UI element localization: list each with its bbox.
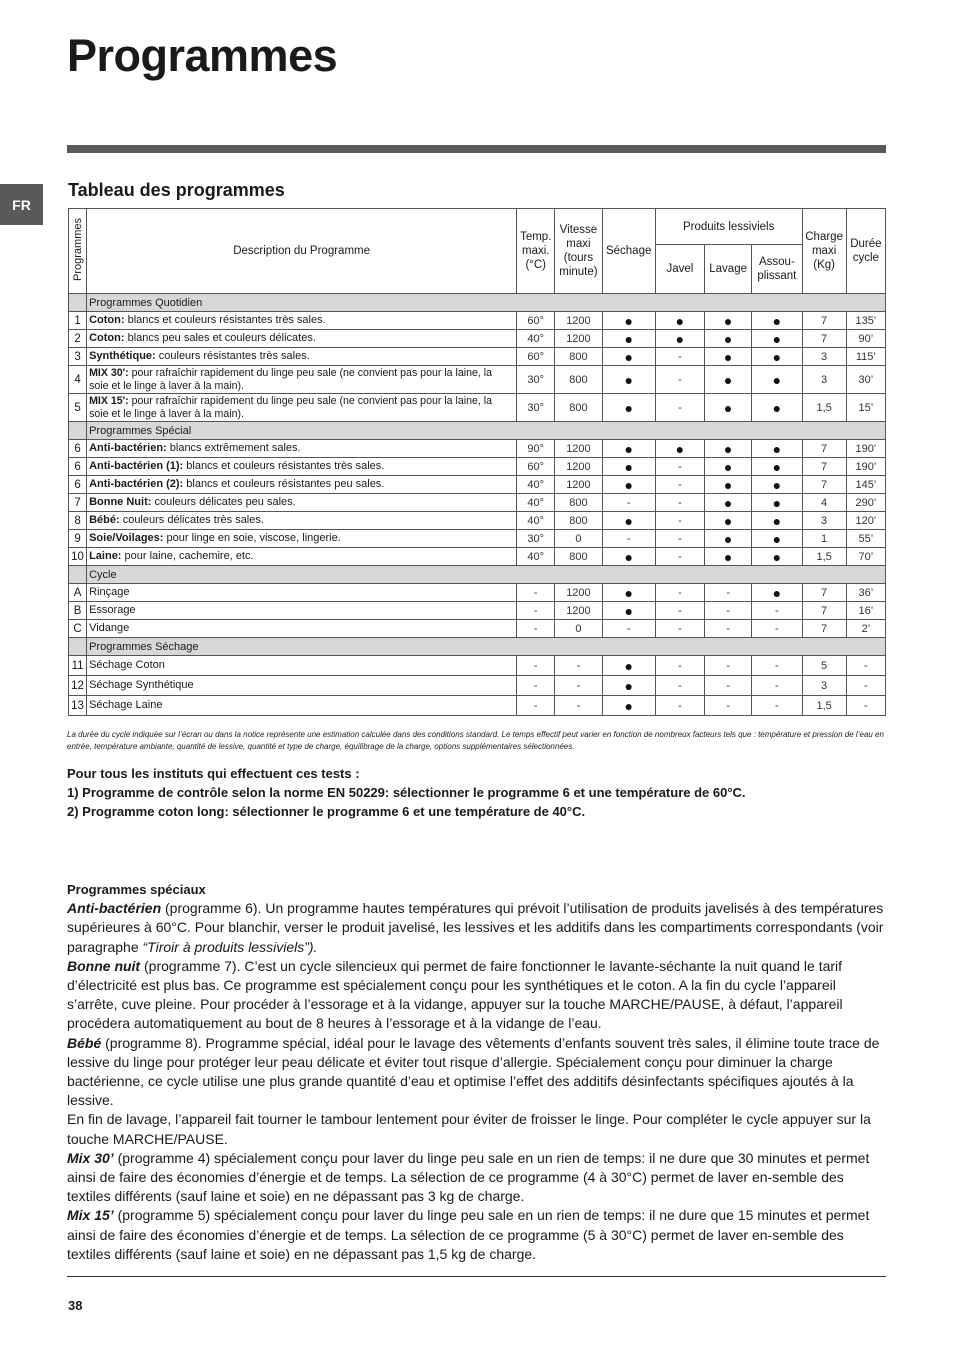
cell-assou: - — [752, 696, 802, 716]
special-heading: Programmes spéciaux — [67, 882, 206, 897]
programme-row — [69, 330, 886, 348]
cell-charge: 7 — [802, 476, 846, 494]
programme-number: 3 — [69, 348, 87, 366]
programme-row — [69, 512, 886, 530]
programme-row — [69, 602, 886, 620]
cell-javel: ● — [655, 440, 704, 458]
programme-description — [87, 348, 517, 366]
cell-dry: ● — [602, 548, 655, 566]
programme-text: pour rafraîchir rapidement du linge peu sale (ne convient pas pour la laine, la soie et le linge à laver à la main). — [89, 366, 493, 392]
cell-duree: 55’ — [846, 530, 885, 548]
programme-number: A — [69, 584, 87, 602]
cell-temp: 30° — [517, 366, 555, 394]
group-header-row — [69, 294, 886, 312]
cell-speed: 800 — [555, 348, 602, 366]
cell-speed: 800 — [555, 548, 602, 566]
cell-speed: 800 — [555, 512, 602, 530]
programme-row — [69, 476, 886, 494]
cell-dry: ● — [602, 348, 655, 366]
cell-lavage: ● — [705, 348, 752, 366]
paragraph-text: (programme 8). Programme spécial, idéal pour le lavage des vêtements d’enfants souvent très sales, il élimine toute trace de lessive du linge pour protéger leur peau délicate et éviter tout risque d’allergie. Spécialement conçu pour diminuer la charge bactérienne, ce cycle utilise une plus grande quantité d’eau et optimise l’effet des additifs désinfectants spécifiques ajoutés à la lessive. — [67, 1034, 880, 1109]
cell-dry: ● — [602, 676, 655, 696]
cell-lavage: - — [705, 602, 752, 620]
cell-lavage: - — [705, 676, 752, 696]
cell-temp: 40° — [517, 494, 555, 512]
header-description: Description du Programme — [87, 209, 517, 294]
cell-charge: 5 — [802, 656, 846, 676]
programme-row — [69, 676, 886, 696]
header-speed: Vitesse maxi (tours minute) — [555, 209, 602, 294]
programme-name: MIX 30': — [89, 366, 129, 379]
cell-temp: 40° — [517, 330, 555, 348]
cell-assou: - — [752, 676, 802, 696]
test-line: 1) Programme de contrôle selon la norme EN 50229: sélectionner le programme 6 et une température de 60°C. — [67, 785, 746, 800]
cell-duree: 190’ — [846, 458, 885, 476]
programme-description — [87, 476, 517, 494]
group-header-row — [69, 566, 886, 584]
header-javel: Javel — [655, 245, 704, 294]
programme-number: 6 — [69, 476, 87, 494]
cell-speed: 1200 — [555, 476, 602, 494]
programme-text: blancs et couleurs résistantes peu sales. — [183, 478, 385, 490]
programme-text: couleurs délicates très sales. — [119, 514, 264, 526]
cell-javel: - — [655, 366, 704, 394]
programme-description — [87, 494, 517, 512]
group-header-row — [69, 638, 886, 656]
group-header-row — [69, 422, 886, 440]
programme-number: C — [69, 620, 87, 638]
programme-description — [87, 440, 517, 458]
cell-charge: 4 — [802, 494, 846, 512]
programme-text: couleurs résistantes très sales. — [155, 350, 310, 362]
programme-description — [87, 394, 517, 422]
programme-name: Anti-bactérien (1): — [89, 460, 184, 472]
programme-text: pour laine, cachemire, etc. — [121, 550, 254, 562]
cell-dry: ● — [602, 602, 655, 620]
cell-dry: ● — [602, 330, 655, 348]
cell-charge: 1,5 — [802, 548, 846, 566]
cell-charge: 7 — [802, 312, 846, 330]
header-charge: Charge maxi (Kg) — [802, 209, 846, 294]
cell-lavage: ● — [705, 494, 752, 512]
paragraph-bebe — [67, 1034, 886, 1111]
programme-description — [87, 312, 517, 330]
cell-dry: ● — [602, 440, 655, 458]
programme-number: 11 — [69, 656, 87, 676]
programme-row — [69, 312, 886, 330]
programme-text: blancs et couleurs résistantes très sales. — [124, 314, 326, 326]
cell-assou: ● — [752, 512, 802, 530]
programme-description — [87, 584, 517, 602]
cell-lavage: - — [705, 584, 752, 602]
paragraph-mix-30 — [67, 1149, 886, 1207]
page-title: Programmes — [67, 30, 338, 81]
programme-name: Synthétique: — [89, 350, 156, 362]
programme-text: Vidange — [89, 622, 130, 634]
programme-name: Anti-bactérien: — [89, 442, 167, 454]
cell-assou: ● — [752, 458, 802, 476]
cell-assou: ● — [752, 330, 802, 348]
programme-name: Coton: — [89, 314, 125, 326]
programme-row — [69, 366, 886, 394]
paragraph-text: (programme 6). Un programme hautes températures qui prévoit l’utilisation de produits javelisés à des températures supérieures à 60°C. Pour blanchir, verser le produit javelisé, les lessives et les additifs dans les compartiments correspondants (voir paragraphe — [67, 900, 884, 955]
group-spacer — [69, 638, 87, 656]
cell-lavage: - — [705, 696, 752, 716]
cell-temp: - — [517, 620, 555, 638]
cell-dry: - — [602, 530, 655, 548]
cell-lavage: ● — [705, 530, 752, 548]
cell-lavage: ● — [705, 312, 752, 330]
cell-assou: ● — [752, 476, 802, 494]
paragraph-bonne-nuit — [67, 957, 886, 1034]
cell-duree: 90’ — [846, 330, 885, 348]
programme-description — [87, 512, 517, 530]
cell-dry: ● — [602, 366, 655, 394]
cell-speed: 1200 — [555, 330, 602, 348]
programme-row — [69, 656, 886, 676]
group-spacer — [69, 566, 87, 584]
cell-speed: 800 — [555, 494, 602, 512]
programme-number: 1 — [69, 312, 87, 330]
cell-lavage: ● — [705, 440, 752, 458]
header-products: Produits lessiviels — [655, 209, 802, 245]
cell-temp: 60° — [517, 348, 555, 366]
programme-text: Séchage Laine — [89, 699, 163, 711]
cell-duree: 145’ — [846, 476, 885, 494]
programme-description — [87, 530, 517, 548]
cell-charge: 7 — [802, 440, 846, 458]
cell-speed: 0 — [555, 620, 602, 638]
paragraph-text: (programme 4) spécialement conçu pour laver du linge peu sale en un rien de temps: il ne dure que 30 minutes et permet ainsi de faire des économies d’énergie et de temps. La sélection de ce programme (4 à 30°C) permet de laver en-semble des textiles différents (sauf laine et soie) en ne dépassant pas 3 kg de charge. — [67, 1149, 870, 1205]
cell-javel: - — [655, 584, 704, 602]
cell-dry: ● — [602, 696, 655, 716]
group-label: Programmes Quotidien — [87, 294, 886, 312]
header-temperature: Temp. maxi. (°C) — [517, 209, 555, 294]
program-name: Mix 15’ — [67, 1207, 114, 1224]
programme-text: Rinçage — [89, 586, 130, 598]
programme-text: blancs extrêmement sales. — [166, 442, 301, 454]
programmes-table — [68, 208, 886, 716]
cell-javel: - — [655, 656, 704, 676]
programme-description — [87, 602, 517, 620]
programme-text: Séchage Synthétique — [89, 679, 194, 691]
programme-number: B — [69, 602, 87, 620]
programme-row — [69, 440, 886, 458]
programme-row — [69, 548, 886, 566]
cell-charge: 7 — [802, 584, 846, 602]
cell-temp: 40° — [517, 512, 555, 530]
cell-temp: 40° — [517, 476, 555, 494]
title-divider-bar — [67, 145, 886, 153]
cell-temp: - — [517, 696, 555, 716]
cell-speed: 1200 — [555, 312, 602, 330]
cell-charge: 1,5 — [802, 394, 846, 422]
cell-javel: - — [655, 458, 704, 476]
program-name: Mix 30’ — [67, 1149, 114, 1166]
cell-speed: - — [555, 696, 602, 716]
cell-lavage: ● — [705, 366, 752, 394]
programme-number: 12 — [69, 676, 87, 696]
header-lavage: Lavage — [705, 245, 752, 294]
cell-assou: ● — [752, 366, 802, 394]
cell-assou: ● — [752, 312, 802, 330]
programme-description — [87, 458, 517, 476]
cell-assou: ● — [752, 548, 802, 566]
cell-speed: 800 — [555, 366, 602, 394]
special-programmes-section — [67, 880, 886, 1264]
cell-dry: ● — [602, 512, 655, 530]
cell-assou: ● — [752, 584, 802, 602]
programme-number: 6 — [69, 458, 87, 476]
cell-duree: 15’ — [846, 394, 885, 422]
paragraph-fin-lavage: En fin de lavage, l’appareil fait tourner le tambour lentement pour éviter de froisser le linge. Pour compléter le cycle appuyer sur la touche MARCHE/PAUSE. — [67, 1111, 871, 1147]
language-tab: FR — [0, 184, 43, 225]
cell-assou: ● — [752, 494, 802, 512]
cell-lavage: ● — [705, 512, 752, 530]
cell-speed: 1200 — [555, 584, 602, 602]
cell-temp: - — [517, 676, 555, 696]
programme-row — [69, 494, 886, 512]
programme-description — [87, 696, 517, 716]
programme-description — [87, 620, 517, 638]
group-label: Programmes Séchage — [87, 638, 886, 656]
paragraph-anti-bacterien — [67, 899, 886, 957]
cell-temp: - — [517, 602, 555, 620]
paragraph-reference: “Tiroir à produits lessiviels”). — [142, 938, 318, 955]
cell-lavage: ● — [705, 476, 752, 494]
group-spacer — [69, 422, 87, 440]
cell-javel: - — [655, 548, 704, 566]
cell-temp: 40° — [517, 548, 555, 566]
programme-row — [69, 584, 886, 602]
programme-row — [69, 620, 886, 638]
cell-javel: - — [655, 602, 704, 620]
cell-temp: 60° — [517, 458, 555, 476]
programme-name: MIX 15': — [89, 394, 129, 407]
cell-speed: 1200 — [555, 458, 602, 476]
cell-duree: 16’ — [846, 602, 885, 620]
cell-javel: - — [655, 476, 704, 494]
programme-name: Anti-bactérien (2): — [89, 478, 184, 490]
cell-javel: - — [655, 348, 704, 366]
cell-lavage: ● — [705, 458, 752, 476]
test-line: 2) Programme coton long: sélectionner le programme 6 et une température de 40°C. — [67, 804, 586, 819]
header-programmes: Programmes — [69, 209, 87, 294]
programme-number: 10 — [69, 548, 87, 566]
programme-name: Bonne Nuit: — [89, 496, 152, 508]
cell-speed: - — [555, 656, 602, 676]
cell-charge: 3 — [802, 676, 846, 696]
programme-description — [87, 548, 517, 566]
cell-temp: - — [517, 656, 555, 676]
cell-lavage: ● — [705, 330, 752, 348]
programme-name: Bébé: — [89, 514, 120, 526]
programme-row — [69, 348, 886, 366]
cell-javel: - — [655, 676, 704, 696]
programme-number: 9 — [69, 530, 87, 548]
program-name: Bonne nuit — [67, 957, 141, 974]
cell-duree: 290’ — [846, 494, 885, 512]
programme-text: pour linge en soie, viscose, lingerie. — [163, 532, 341, 544]
cell-temp: 30° — [517, 530, 555, 548]
header-drying: Séchage — [602, 209, 655, 294]
cell-duree: 2’ — [846, 620, 885, 638]
footer-divider — [67, 1276, 886, 1277]
cell-duree: 115’ — [846, 348, 885, 366]
cell-charge: 1 — [802, 530, 846, 548]
program-name: Bébé — [67, 1034, 102, 1051]
cell-charge: 7 — [802, 458, 846, 476]
cell-javel: ● — [655, 330, 704, 348]
cell-temp: 60° — [517, 312, 555, 330]
programme-description — [87, 656, 517, 676]
cell-dry: ● — [602, 312, 655, 330]
table-title: Tableau des programmes — [68, 180, 285, 200]
cell-javel: ● — [655, 312, 704, 330]
cell-duree: 135’ — [846, 312, 885, 330]
programme-number: 6 — [69, 440, 87, 458]
paragraph-text: (programme 5) spécialement conçu pour laver du linge peu sale en un rien de temps: il ne dure que 15 minutes et permet ainsi de faire des économies d’énergie et de temps. La sélection de ce programme (5 à 30°C) permet de laver en-semble des textiles différents (sauf laine et soie) en ne dépassant pas 1,5 kg de charge. — [67, 1207, 870, 1262]
cell-dry: ● — [602, 458, 655, 476]
cell-duree: - — [846, 656, 885, 676]
programme-row — [69, 394, 886, 422]
cell-dry: ● — [602, 394, 655, 422]
cell-charge: 3 — [802, 348, 846, 366]
cell-speed: 1200 — [555, 602, 602, 620]
cell-speed: 1200 — [555, 440, 602, 458]
header-duration: Durée cycle — [846, 209, 885, 294]
cell-dry: ● — [602, 656, 655, 676]
programme-text: blancs et couleurs résistantes très sales. — [183, 460, 385, 472]
cell-assou: ● — [752, 394, 802, 422]
cell-duree: 36’ — [846, 584, 885, 602]
program-name: Anti-bactérien — [67, 900, 162, 917]
programme-name: Soie/Voilages: — [89, 532, 164, 544]
cell-javel: - — [655, 530, 704, 548]
cell-assou: ● — [752, 440, 802, 458]
cell-javel: - — [655, 620, 704, 638]
cell-speed: 800 — [555, 394, 602, 422]
programme-row — [69, 458, 886, 476]
cell-temp: - — [517, 584, 555, 602]
cell-temp: 90° — [517, 440, 555, 458]
programme-row — [69, 530, 886, 548]
programme-number: 5 — [69, 394, 87, 422]
cell-charge: 1,5 — [802, 696, 846, 716]
programme-number: 4 — [69, 366, 87, 394]
programme-description — [87, 330, 517, 348]
cell-duree: 120’ — [846, 512, 885, 530]
cell-dry: - — [602, 620, 655, 638]
programme-text: blancs peu sales et couleurs délicates. — [124, 332, 316, 344]
programme-number: 2 — [69, 330, 87, 348]
cell-duree: - — [846, 676, 885, 696]
cell-charge: 7 — [802, 330, 846, 348]
cell-javel: - — [655, 394, 704, 422]
cell-duree: 30’ — [846, 366, 885, 394]
cell-duree: 70’ — [846, 548, 885, 566]
group-label: Programmes Spécial — [87, 422, 886, 440]
cell-charge: 7 — [802, 620, 846, 638]
cell-charge: 3 — [802, 512, 846, 530]
cell-speed: - — [555, 676, 602, 696]
page-number: 38 — [68, 1298, 83, 1313]
programme-text: pour rafraîchir rapidement du linge peu sale (ne convient pas pour la laine, la soie et le linge à laver à la main). — [89, 394, 493, 420]
cell-lavage: ● — [705, 548, 752, 566]
programme-description — [87, 366, 517, 394]
cell-assou: ● — [752, 530, 802, 548]
programme-number: 8 — [69, 512, 87, 530]
programme-text: Séchage Coton — [89, 659, 165, 671]
programme-number: 13 — [69, 696, 87, 716]
cell-duree: - — [846, 696, 885, 716]
paragraph-mix-15 — [67, 1206, 886, 1264]
cell-assou: - — [752, 656, 802, 676]
cell-temp: 30° — [517, 394, 555, 422]
cell-dry: ● — [602, 584, 655, 602]
cell-lavage: - — [705, 656, 752, 676]
cell-speed: 0 — [555, 530, 602, 548]
cell-lavage: ● — [705, 394, 752, 422]
programme-description — [87, 676, 517, 696]
paragraph-text: (programme 7). C’est un cycle silencieux qui permet de faire fonctionner le lavante-séchante la nuit quand le tarif d’électricité est plus bas. Ce programme est spécialement conçu pour les synthétiques et le coton. A la fin du cycle l’appareil s’arrête, cuve pleine. Pour procéder à l’essorage et à la vidange, appuyer sur la touche MARCHE/PAUSE, à défaut, l’appareil procédera automatiquement au bout de 8 heures à l’essorage et à la vidange de l’eau. — [67, 957, 843, 1032]
test-line: Pour tous les instituts qui effectuent ces tests : — [67, 766, 360, 781]
programme-name: Laine: — [89, 550, 122, 562]
cell-dry: - — [602, 494, 655, 512]
programme-row — [69, 696, 886, 716]
programme-text: couleurs délicates peu sales. — [151, 496, 296, 508]
programme-text: Essorage — [89, 604, 136, 616]
cell-lavage: - — [705, 620, 752, 638]
table-footnote: La durée du cycle indiquée sur l’écran ou dans la notice représente une estimation calculée dans des conditions standard. Le temps effectif peut varier en fonction de nombreux facteurs tels que : température et pression de l’eau en entrée, température ambiante, quantité de lessive, quantité et type de charge, équilibrage de la charge, options supplémentaires sélectionnées. — [67, 730, 884, 751]
cell-charge: 7 — [802, 602, 846, 620]
cell-duree: 190’ — [846, 440, 885, 458]
cell-assou: - — [752, 620, 802, 638]
programme-number: 7 — [69, 494, 87, 512]
group-spacer — [69, 294, 87, 312]
cell-assou: ● — [752, 348, 802, 366]
cell-javel: - — [655, 512, 704, 530]
cell-charge: 3 — [802, 366, 846, 394]
group-label: Cycle — [87, 566, 886, 584]
cell-javel: - — [655, 696, 704, 716]
cell-javel: - — [655, 494, 704, 512]
header-assouplissant: Assou-plissant — [752, 245, 802, 294]
cell-assou: - — [752, 602, 802, 620]
programme-name: Coton: — [89, 332, 125, 344]
cell-dry: ● — [602, 476, 655, 494]
test-instructions — [67, 764, 746, 821]
